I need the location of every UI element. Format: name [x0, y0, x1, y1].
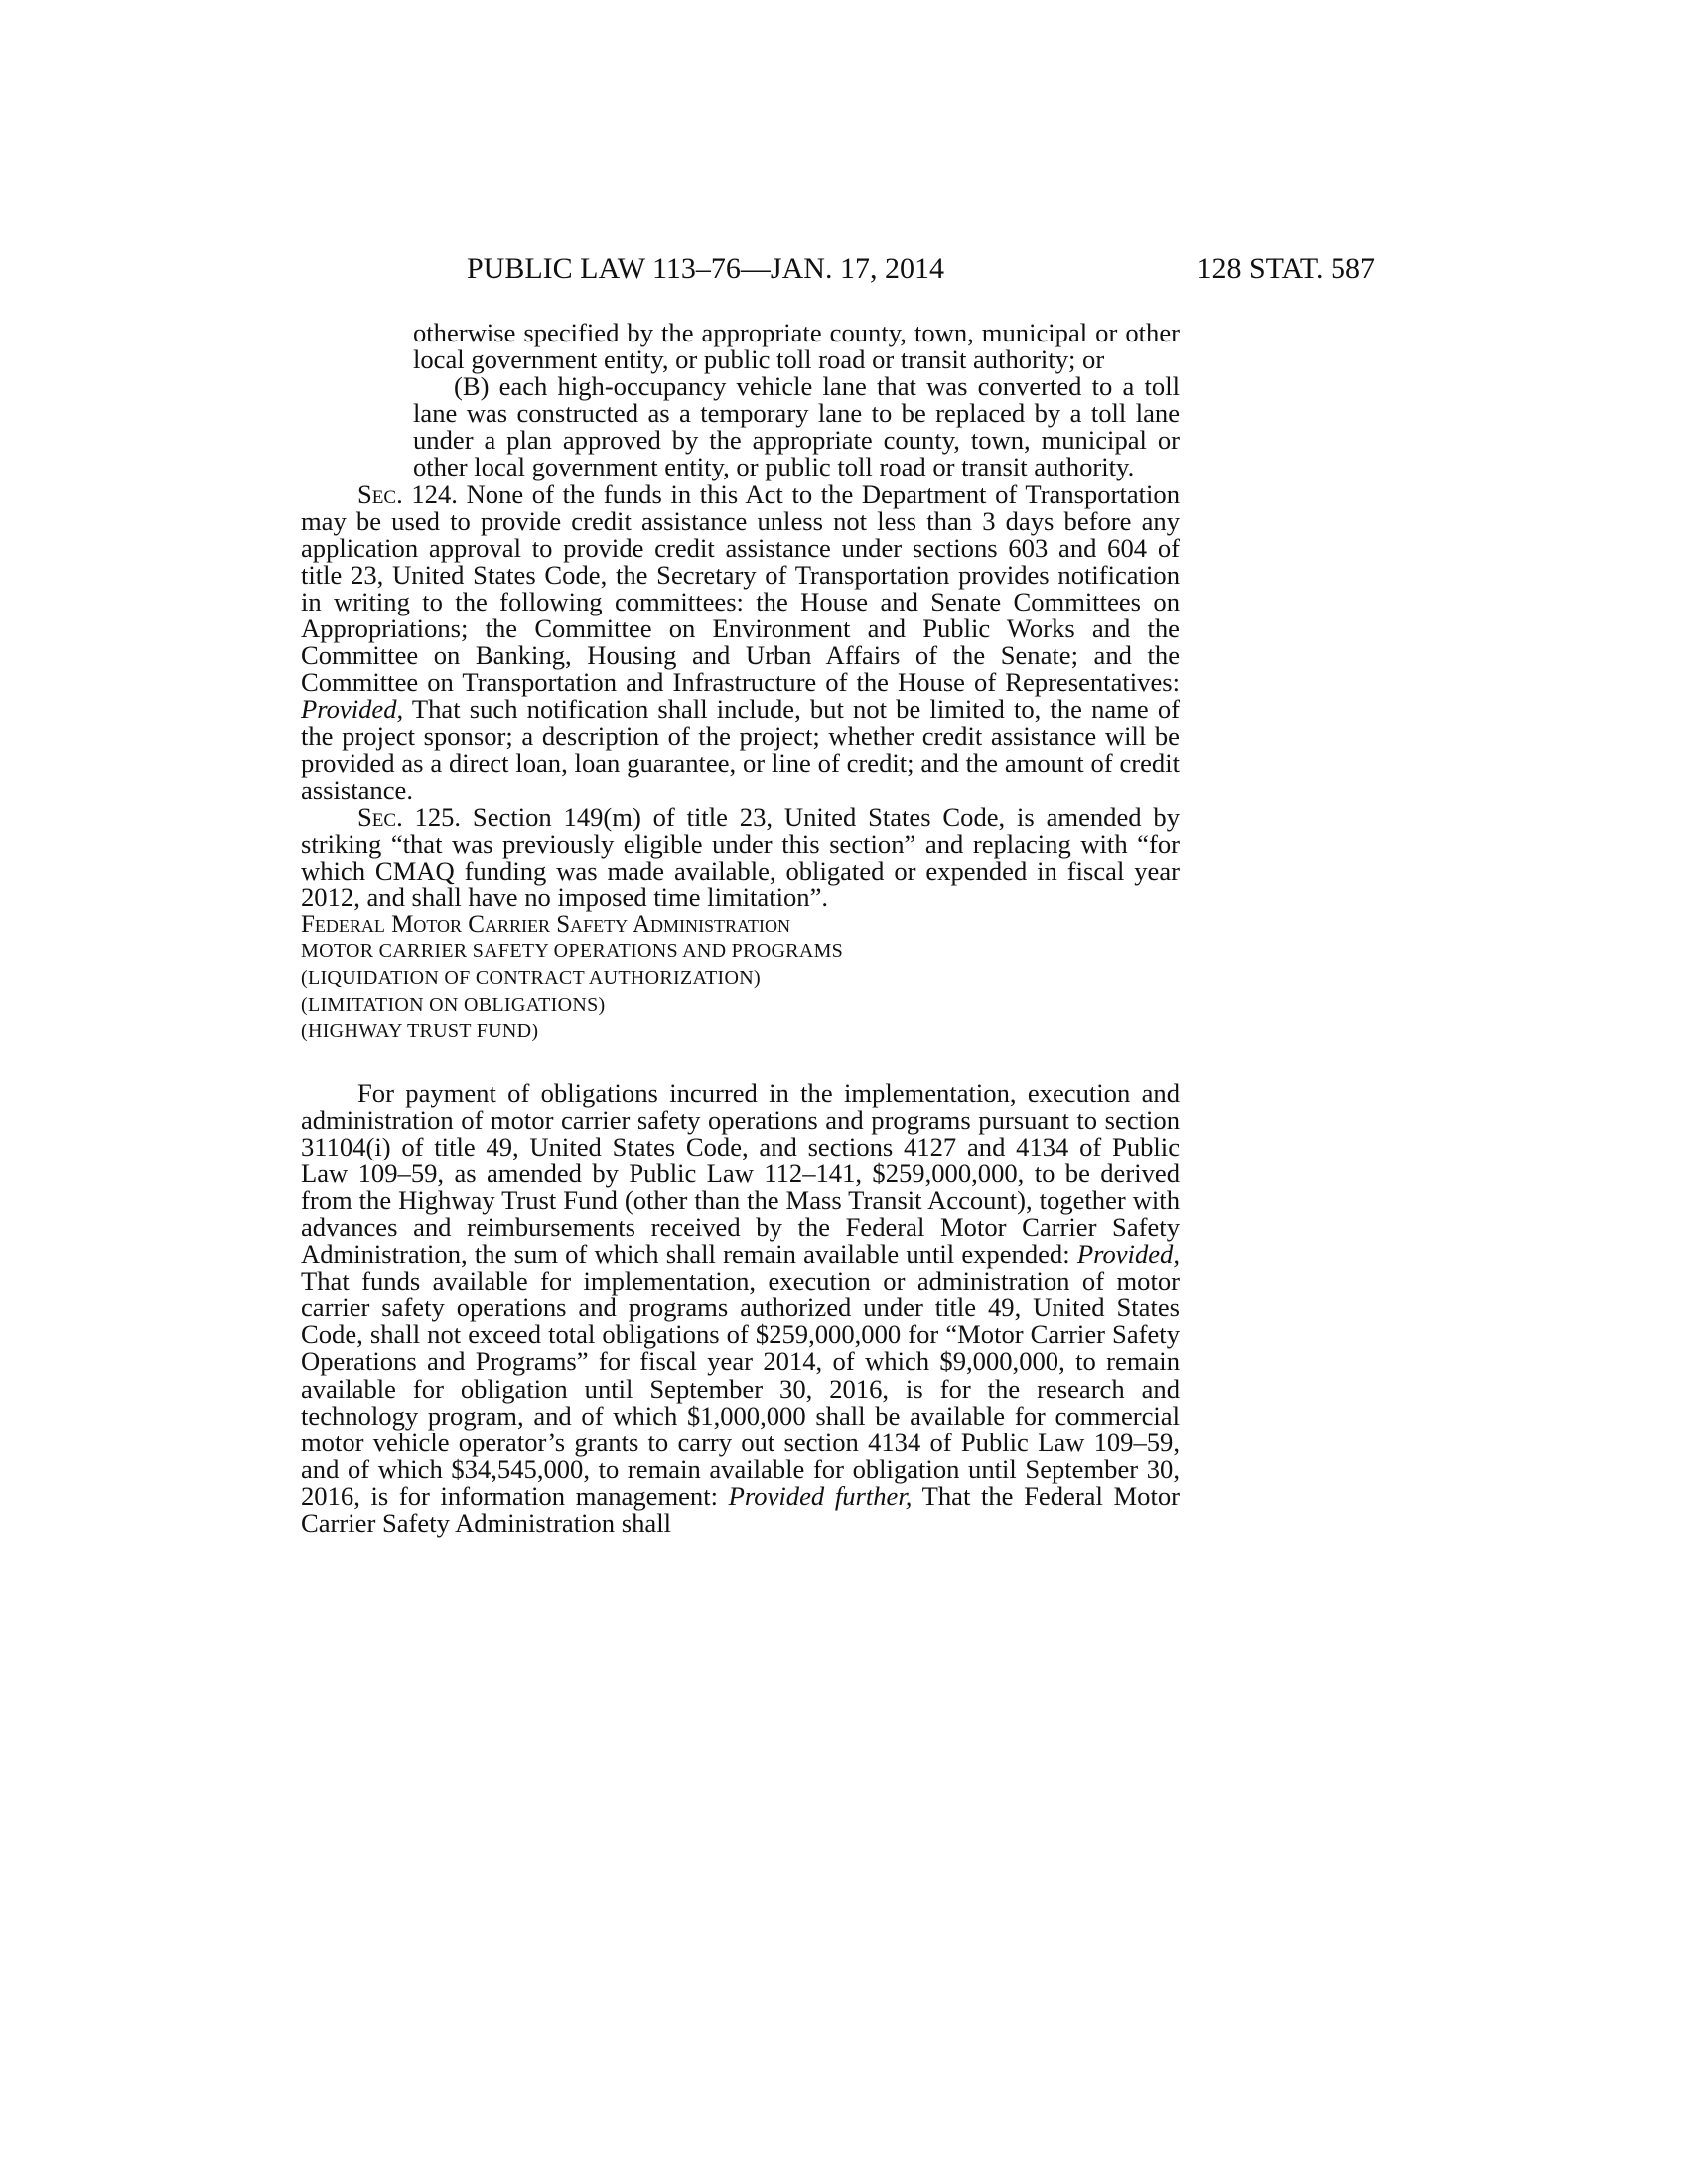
subheading-limitation: (LIMITATION ON OBLIGATIONS): [301, 994, 606, 1017]
appropriation-text-a: For payment of obligations incurred in the implementation, execution and administration of motor carrier safety operations and programs pursuant to section 31104(i) of title 49, United States Code, and sections 4127 and 4134 of Public Law 109–59, as amended by Public Law 112–141, $259,000,000, to be derived from the Highway Trust Fund (other than the Mass Transit Account), together with advances and reimbursements received by the Federal Motor Carrier Safety Administration, the sum of which shall remain available until expended:: [301, 1077, 1180, 1270]
section-125-label: Sec. 125.: [357, 801, 462, 832]
appropriation-proviso-further: Provided further,: [728, 1480, 913, 1511]
appropriation-proviso: Provided,: [1076, 1239, 1180, 1270]
section-125-text: Section 149(m) of title 23, United States Code, is amended by striking “that was previously eligible under this section” and replacing with “for which CMAQ funding was made available, obligated or expended in fiscal year 2012, and shall have no imposed time limitation”.: [301, 801, 1180, 912]
section-124-text-b: That such notification shall include, but not be limited to, the name of the project sponsor; a description of the project; whether credit assistance will be provided as a direct loan, loan guarantee, or line of credit; and the amount of credit assistance.: [301, 694, 1180, 805]
subheading-trust-fund: (HIGHWAY TRUST FUND): [301, 1021, 539, 1043]
page-body: [301, 320, 1180, 1537]
section-124-text-a: None of the funds in this Act to the Department of Transportation may be used to provide credit assistance unless not less than 3 days before any application approval to provide credit assistance under sections 603 and 604 of title 23, United States Code, the Secretary of Transportation provides notification in writing to the following committees: the House and Senate Committees on Appropriations; the Committee on Environment and Public Works and the Committee on Banking, Housing and Urban Affairs of the Senate; and the Committee on Transportation and Infrastructure of the House of Representatives:: [301, 478, 1181, 698]
continued-paragraph: otherwise specified by the appropriate county, town, municipal or other local government entity, or public toll road or transit authority; or: [413, 318, 1180, 375]
section-125: [301, 801, 1180, 912]
public-law-title: PUBLIC LAW 113–76—JAN. 17, 2014: [467, 252, 944, 285]
section-124-label: Sec. 124.: [357, 478, 458, 509]
section-124-proviso: Provided,: [301, 694, 404, 725]
page-header: [467, 252, 1375, 292]
appropriation-text-b: That funds available for implementation, execution or administration of motor carrier safety operations and programs authorized under title 49, United States Code, shall not exceed total obligations of $259,000,000 for “Motor Carrier Safety Operations and Programs” for fiscal year 2014, of which $9,000,000, to remain available for obligation until September 30, 2016, is for the research and technology program, and of which $1,000,000 shall be available for commercial motor vehicle operator’s grants to carry out section 4134 of Public Law 109–59, and of which $34,545,000, to remain available for obligation until September 30, 2016, is for information management:: [301, 1266, 1180, 1511]
subparagraph-b: (B) each high-occupancy vehicle lane that was converted to a toll lane was constructed as a temporary lane to be replaced by a toll lane under a plan approved by the appropriate county, town, municipal or other local government entity, or public toll road or transit authority.: [413, 371, 1180, 482]
statute-page-number: 128 STAT. 587: [1196, 252, 1375, 285]
appropriation-paragraph: [301, 1077, 1181, 1539]
account-heading: MOTOR CARRIER SAFETY OPERATIONS AND PROGRAMS: [301, 940, 844, 963]
subheading-liquidation: (LIQUIDATION OF CONTRACT AUTHORIZATION): [301, 967, 761, 990]
agency-heading: Federal Motor Carrier Safety Administration: [301, 911, 791, 939]
section-124: [301, 478, 1181, 805]
appropriation-text-c: That the Federal Motor Carrier Safety Administration shall: [301, 1480, 1181, 1539]
